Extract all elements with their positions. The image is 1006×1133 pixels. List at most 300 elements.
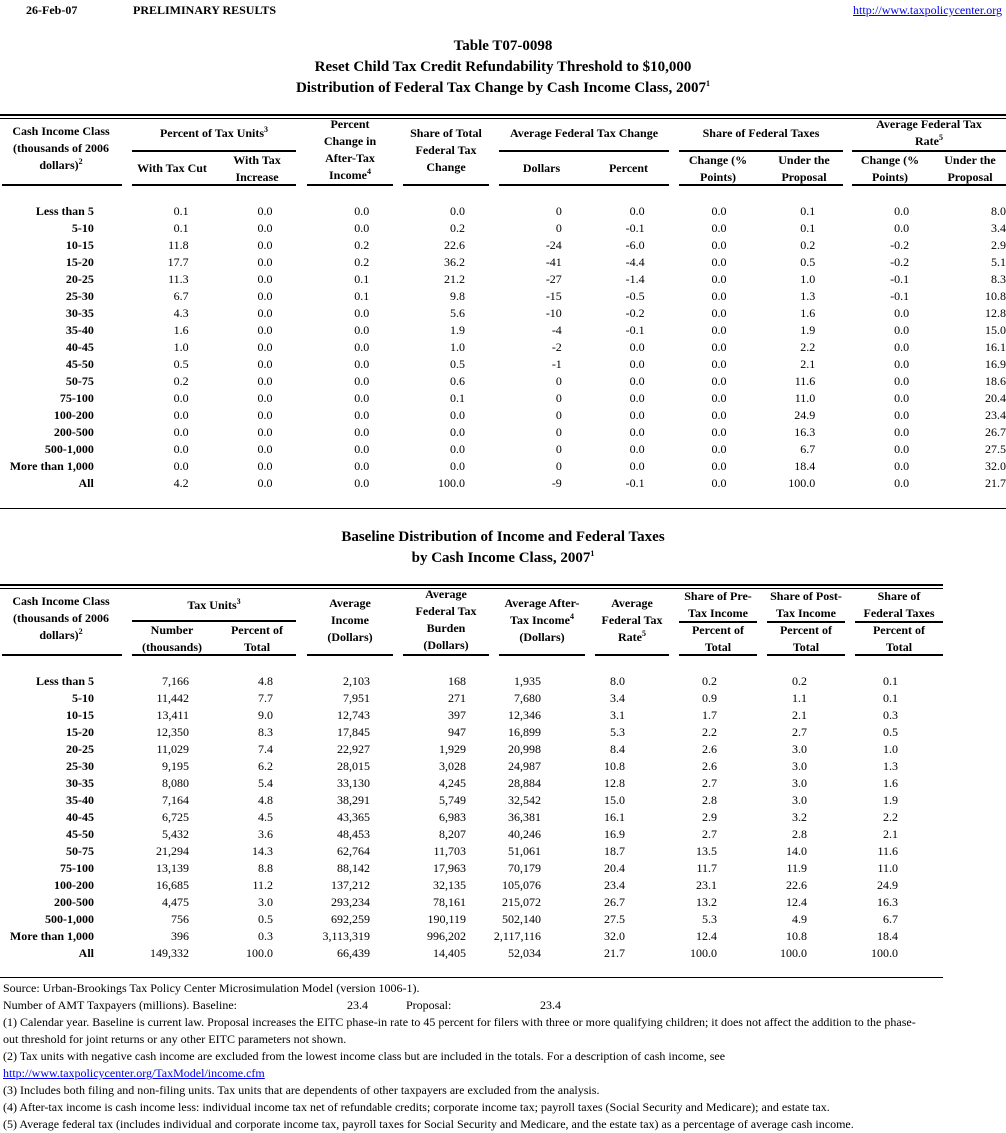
t1-header-pct-change: Percent Change in After-Tax Income$^4$ — [323, 117, 377, 182]
table-cell: 4,475 — [162, 895, 189, 909]
row-label: 25-30 — [66, 759, 94, 773]
table-cell: 2,117,116 — [493, 929, 541, 943]
table-cell: 16.3 — [877, 895, 898, 909]
row-label: 5-10 — [71, 221, 94, 235]
row-label: All — [78, 946, 94, 960]
table-cell: 0.1 — [173, 204, 189, 218]
footnote-1a: (1) Calendar year. Baseline is current law. Proposal increases the EITC phase-in rate to 45 percent for filers with three or more qualifying children; it does not affect the addition to the phase- — [3, 1015, 916, 1029]
table-cell: 10.8 — [786, 929, 807, 943]
table-cell: 8.4 — [610, 742, 625, 756]
row-label: Less than 5 — [35, 204, 94, 218]
table-cell: 0.0 — [354, 204, 370, 218]
table-cell: 0.0 — [894, 476, 910, 490]
table-cell: 32.0 — [985, 459, 1006, 473]
t2-header-avg-after-tax: Average After- Tax Income$^4$ (Dollars) — [504, 596, 580, 644]
table-cell: 11.8 — [168, 238, 189, 252]
table-row — [0, 373, 1006, 390]
table-cell: 16.9 — [604, 827, 625, 841]
table-row — [0, 356, 1006, 373]
table-cell: 28,884 — [508, 776, 541, 790]
table-cell: 0.6 — [450, 374, 466, 388]
table-cell: 0.0 — [894, 221, 910, 235]
t1-header-percent: Percent — [608, 161, 649, 175]
row-label: 50-75 — [66, 844, 94, 858]
table-cell: 100.0 — [788, 476, 816, 490]
table-cell: 14,405 — [433, 946, 466, 960]
t1-rule-income — [2, 184, 122, 186]
table-cell: 1.9 — [800, 323, 816, 337]
table-cell: 0.0 — [450, 408, 466, 422]
row-label: More than 1,000 — [9, 929, 94, 943]
table-cell: 397 — [448, 708, 466, 722]
table-cell: 13,411 — [156, 708, 189, 722]
table-cell: 0.0 — [711, 459, 727, 473]
table-row — [0, 322, 1006, 339]
table-cell: 0.0 — [257, 357, 273, 371]
table-cell: 38,291 — [337, 793, 370, 807]
tpc-website-link[interactable]: http://www.taxpolicycenter.org — [853, 3, 1002, 17]
row-label: 40-45 — [66, 810, 94, 824]
table-cell: 2.6 — [702, 759, 717, 773]
table-cell: 2.9 — [702, 810, 717, 824]
t2-header-share-post: Share of Post- Tax Income — [770, 589, 842, 620]
row-label: 30-35 — [66, 776, 94, 790]
table-cell: 0 — [555, 408, 562, 422]
row-label: 50-75 — [65, 374, 94, 388]
table-cell: 0 — [555, 391, 562, 405]
table-cell: 11.6 — [877, 844, 898, 858]
table-cell: 2.2 — [702, 725, 717, 739]
table-cell: 0.0 — [894, 459, 910, 473]
table-cell: 27.5 — [604, 912, 625, 926]
table-cell: 8.3 — [258, 725, 273, 739]
table-cell: 0.0 — [354, 340, 370, 354]
table-cell: 137,212 — [331, 878, 370, 892]
table-cell: 6.7 — [883, 912, 898, 926]
table-cell: 8.0 — [991, 204, 1006, 218]
table-cell: 43,365 — [337, 810, 370, 824]
table-cell: 1,929 — [439, 742, 466, 756]
table-subtitle: Distribution of Federal Tax Change by Cash Income Class, 2007$^1$ — [295, 79, 711, 96]
table-cell: 0.0 — [257, 391, 273, 405]
table-cell: 11,442 — [156, 691, 189, 705]
table-cell: 5,432 — [162, 827, 189, 841]
table-cell: 1.6 — [800, 306, 816, 320]
table-cell: 0.1 — [800, 221, 816, 235]
table-cell: 4.3 — [173, 306, 189, 320]
table-cell: 33,130 — [337, 776, 370, 790]
table-cell: 0.2 — [450, 221, 466, 235]
table-cell: 11,029 — [156, 742, 189, 756]
table-cell: 0.0 — [257, 408, 273, 422]
table-cell: 0.1 — [883, 674, 898, 688]
table-cell: 0.0 — [257, 476, 273, 490]
table-row — [0, 271, 1006, 288]
table-cell: 1.6 — [173, 323, 189, 337]
table-cell: 32,135 — [433, 878, 466, 892]
table-cell: 0.1 — [173, 221, 189, 235]
table-cell: 0.0 — [711, 289, 727, 303]
row-label: All — [78, 476, 94, 490]
table-cell: 4.2 — [173, 476, 189, 490]
table-row — [0, 928, 898, 945]
table-cell: 0.5 — [883, 725, 898, 739]
table-cell: 0.0 — [257, 323, 273, 337]
t1-rule-avgchange — [499, 184, 669, 186]
table-cell: 1.3 — [883, 759, 898, 773]
table-cell: -1.4 — [625, 272, 645, 286]
table-cell: 0.0 — [257, 340, 273, 354]
table-cell: 0 — [555, 204, 562, 218]
t1-rule-sharefed — [679, 184, 843, 186]
report-date: 26-Feb-07 — [26, 3, 78, 17]
table-cell: 1.7 — [702, 708, 717, 722]
footnote-3: (3) Includes both filing and non-filing units. Tax units that are dependents of other taxpayers are excluded from the analysis. — [3, 1083, 600, 1097]
table-cell: 0.0 — [711, 391, 727, 405]
table-cell: 947 — [448, 725, 466, 739]
table-cell: 18.4 — [877, 929, 898, 943]
table-cell: 0.0 — [894, 340, 910, 354]
table-cell: 7.7 — [258, 691, 273, 705]
table-cell: -1 — [551, 357, 562, 371]
row-label: 40-45 — [65, 340, 94, 354]
row-label: 200-500 — [54, 895, 94, 909]
table-row — [0, 826, 898, 843]
table-cell: 0.0 — [711, 476, 727, 490]
table-cell: 18.4 — [794, 459, 816, 473]
table-cell: 0.0 — [173, 425, 189, 439]
amt-note: Number of AMT Taxpayers (millions). Baseline: 23.4 Proposal: 23.4 — [3, 998, 561, 1012]
table-title: Reset Child Tax Credit Refundability Threshold to $10,000 — [314, 59, 692, 75]
table-cell: 13,139 — [156, 861, 189, 875]
table-cell: 8,207 — [439, 827, 466, 841]
table-cell: 0.1 — [354, 272, 370, 286]
table-cell: 22.6 — [444, 238, 466, 252]
table-cell: 15.0 — [604, 793, 625, 807]
table-cell: -4.4 — [625, 255, 645, 269]
t2-rule-rate — [595, 654, 669, 656]
t1-rule-rate — [852, 184, 1006, 186]
table-cell: 0.0 — [629, 204, 645, 218]
table-cell: 36.2 — [444, 255, 466, 269]
table-cell: 100.0 — [246, 946, 273, 960]
table-cell: 0.0 — [257, 425, 273, 439]
table-row — [0, 758, 898, 775]
table-cell: 0.0 — [711, 221, 727, 235]
t1-rule-share — [403, 184, 489, 186]
table-cell: 36,381 — [508, 810, 541, 824]
table-cell: 0.0 — [629, 408, 645, 422]
t2-header-avg-rate: Average Federal Tax Rate$^5$ — [601, 596, 663, 644]
table-cell: 2.7 — [702, 827, 717, 841]
table-cell: 2.7 — [792, 725, 807, 739]
footnote-2: (2) Tax units with negative cash income are excluded from the lowest income class but are included in the totals. For a description of cash income, see — [3, 1049, 726, 1063]
table-cell: 13.2 — [696, 895, 717, 909]
t2-header-avg-burden: Average Federal Tax Burden (Dollars) — [415, 587, 477, 652]
row-label: 45-50 — [66, 827, 94, 841]
table2-title: Baseline Distribution of Income and Federal Taxes — [341, 529, 665, 545]
table-row — [0, 894, 898, 911]
table-cell: -0.5 — [625, 289, 645, 303]
table-cell: 24.9 — [794, 408, 816, 422]
table-cell: 28,015 — [337, 759, 370, 773]
table-cell: 1.0 — [173, 340, 189, 354]
t1-header-income-class: Cash Income Class (thousands of 2006 dollars)$^2$ — [12, 124, 110, 172]
row-label: 500-1,000 — [44, 442, 94, 456]
table-cell: 20.4 — [604, 861, 625, 875]
table-cell: 20,998 — [508, 742, 541, 756]
table-cell: 0.1 — [883, 691, 898, 705]
table-cell: 502,140 — [502, 912, 541, 926]
table-cell: 1.9 — [883, 793, 898, 807]
preliminary-label: PRELIMINARY RESULTS — [133, 3, 277, 17]
table-row — [0, 690, 898, 707]
table-cell: 0.0 — [894, 306, 910, 320]
table-cell: 15.0 — [985, 323, 1006, 337]
table-cell: 4.5 — [258, 810, 273, 824]
table-cell: 12.4 — [696, 929, 717, 943]
table-row — [0, 911, 898, 928]
table-cell: 0.0 — [711, 408, 727, 422]
table-cell: 16.3 — [794, 425, 816, 439]
table-cell: 0.1 — [800, 204, 816, 218]
row-label: 75-100 — [59, 391, 94, 405]
table-cell: 32,542 — [508, 793, 541, 807]
table-cell: -27 — [545, 272, 562, 286]
table-cell: 100.0 — [438, 476, 466, 490]
table-cell: 1.9 — [450, 323, 466, 337]
table-cell: 78,161 — [433, 895, 466, 909]
table-cell: 0.0 — [450, 459, 466, 473]
table-cell: 0.0 — [354, 459, 370, 473]
row-label: 35-40 — [65, 323, 94, 337]
table-cell: 0.0 — [257, 374, 273, 388]
table-cell: 0.0 — [711, 357, 727, 371]
table-cell: 0.0 — [711, 238, 727, 252]
table-cell: 0.0 — [354, 221, 370, 235]
table-cell: 0.0 — [173, 459, 189, 473]
table-cell: 22,927 — [337, 742, 370, 756]
table-cell: 3.0 — [792, 759, 807, 773]
t1-rule-taxunits — [132, 184, 296, 186]
table-row — [0, 673, 898, 690]
table-cell: 18.7 — [604, 844, 625, 858]
table-cell: 0.5 — [173, 357, 189, 371]
table-cell: 0.0 — [711, 374, 727, 388]
table-cell: 0.0 — [629, 340, 645, 354]
table-cell: 21.2 — [444, 272, 466, 286]
table-cell: 4.9 — [792, 912, 807, 926]
table-cell: 168 — [448, 674, 466, 688]
table-cell: 0.0 — [257, 442, 273, 456]
table-cell: 27.5 — [985, 442, 1006, 456]
table-cell: -0.1 — [625, 323, 645, 337]
table-row — [0, 390, 1006, 407]
table-cell: 0.0 — [894, 425, 910, 439]
table-cell: 100.0 — [871, 946, 898, 960]
table-cell: 2.1 — [792, 708, 807, 722]
table-cell: 1.3 — [800, 289, 816, 303]
table-cell: 1.0 — [450, 340, 466, 354]
table-cell: -0.2 — [625, 306, 645, 320]
footnote-5: (5) Average federal tax (includes individual and corporate income tax, payroll taxes for Social Security and Medicare, and the estate tax) as a percentage of average cash income. — [3, 1117, 854, 1131]
table-row — [0, 945, 898, 962]
table-cell: 756 — [171, 912, 189, 926]
section-divider — [0, 508, 1006, 509]
table-cell: 24.9 — [877, 878, 898, 892]
table-cell: 8.3 — [991, 272, 1006, 286]
table-cell: 271 — [448, 691, 466, 705]
table-cell: 26.7 — [985, 425, 1006, 439]
row-label: 200-500 — [53, 425, 94, 439]
table-cell: 0.0 — [711, 442, 727, 456]
table-cell: 6,725 — [162, 810, 189, 824]
table-cell: 5.6 — [450, 306, 466, 320]
table-cell: -41 — [545, 255, 562, 269]
table-cell: 13.5 — [696, 844, 717, 858]
t1-header-share-change: Change (% Points) — [688, 153, 748, 184]
table-cell: 2.9 — [991, 238, 1006, 252]
t2-header-share-pre-sub: Percent of Total — [691, 623, 745, 654]
table-row — [0, 339, 1006, 356]
table-row — [0, 237, 1006, 254]
table-cell: 0.2 — [173, 374, 189, 388]
table-row — [0, 288, 1006, 305]
table-row — [0, 254, 1006, 271]
table-cell: 40,246 — [508, 827, 541, 841]
t1-header-share-total: Share of Total Federal Tax Change — [410, 126, 482, 174]
table-cell: 11.9 — [786, 861, 807, 875]
table-cell: 10.8 — [604, 759, 625, 773]
table-cell: 0.0 — [257, 238, 273, 252]
table-cell: 7,951 — [343, 691, 370, 705]
t2-header-percent-total: Percent of Total — [230, 623, 284, 654]
table-cell: 190,119 — [427, 912, 466, 926]
table-cell: 0.5 — [450, 357, 466, 371]
table-cell: 62,764 — [337, 844, 370, 858]
table-cell: 0.1 — [354, 289, 370, 303]
table-cell: 12.4 — [786, 895, 807, 909]
row-label: 15-20 — [65, 255, 94, 269]
table-cell: 3.0 — [792, 793, 807, 807]
t1-header-rate-under: Under the Proposal — [944, 153, 996, 184]
table-cell: 23.1 — [696, 878, 717, 892]
table-cell: 0.0 — [894, 204, 910, 218]
table-row — [0, 475, 1006, 492]
row-label: 30-35 — [65, 306, 94, 320]
table-cell: 5.3 — [702, 912, 717, 926]
table-cell: 8.8 — [258, 861, 273, 875]
t2-rule-post — [767, 654, 845, 656]
table-cell: 11.0 — [877, 861, 898, 875]
table-cell: 293,234 — [331, 895, 370, 909]
table-cell: 5,749 — [439, 793, 466, 807]
table-cell: 5.3 — [610, 725, 625, 739]
income-definition-link[interactable]: http://www.taxpolicycenter.org/TaxModel/income.cfm — [3, 1066, 265, 1080]
t2-header-number: Number (thousands) — [141, 623, 203, 654]
footnote-divider — [0, 977, 943, 978]
footnote-1b: out threshold for joint returns or any other EITC parameters not shown. — [3, 1032, 347, 1046]
row-label: 20-25 — [65, 272, 94, 286]
row-label: 45-50 — [65, 357, 94, 371]
table-cell: 0.0 — [711, 255, 727, 269]
table-cell: 3.0 — [792, 776, 807, 790]
table-cell: 0.0 — [894, 408, 910, 422]
table-cell: 21.7 — [985, 476, 1006, 490]
table-cell: 14.0 — [786, 844, 807, 858]
table-cell: 6.7 — [800, 442, 816, 456]
table-cell: 3,113,319 — [322, 929, 370, 943]
table-cell: 66,439 — [337, 946, 370, 960]
table-cell: 10.8 — [985, 289, 1006, 303]
table-cell: 0.2 — [354, 238, 370, 252]
table-cell: 0.0 — [894, 391, 910, 405]
table-cell: 23.4 — [985, 408, 1006, 422]
table-cell: 1,935 — [514, 674, 541, 688]
table-cell: 0.1 — [450, 391, 466, 405]
row-label: 75-100 — [60, 861, 94, 875]
footnote-2-link-row — [3, 1065, 265, 1082]
table-cell: 32.0 — [604, 929, 625, 943]
table-cell: 2.1 — [883, 827, 898, 841]
table-cell: 11.2 — [252, 878, 273, 892]
table-cell: 0 — [555, 442, 562, 456]
table-cell: 4.8 — [258, 674, 273, 688]
t1-header-share-under: Under the Proposal — [778, 153, 830, 184]
table-row — [0, 203, 1006, 220]
table-cell: 18.6 — [985, 374, 1006, 388]
table-cell: 24,987 — [508, 759, 541, 773]
table-cell: 0.3 — [258, 929, 273, 943]
table-cell: 0.0 — [257, 459, 273, 473]
table-cell: 2.8 — [702, 793, 717, 807]
table-cell: 0.0 — [450, 204, 466, 218]
table-cell: 0.0 — [354, 476, 370, 490]
table-cell: 0.0 — [257, 272, 273, 286]
table-cell: 0.0 — [354, 391, 370, 405]
table-cell: 0.0 — [894, 357, 910, 371]
table-cell: 4.8 — [258, 793, 273, 807]
table-cell: 0.2 — [354, 255, 370, 269]
table-cell: 0.0 — [711, 204, 727, 218]
table-cell: 0.0 — [257, 306, 273, 320]
row-label: 10-15 — [66, 708, 94, 722]
t1-header-dollars: Dollars — [522, 161, 561, 175]
table1-body — [0, 203, 1006, 492]
t1-rule-pct — [307, 184, 393, 186]
table-cell: 51,061 — [508, 844, 541, 858]
table-cell: -0.1 — [625, 476, 645, 490]
table-cell: 48,453 — [337, 827, 370, 841]
table-cell: 5.1 — [991, 255, 1006, 269]
row-label: 35-40 — [66, 793, 94, 807]
table-cell: 0.0 — [354, 425, 370, 439]
table-cell: 7,164 — [162, 793, 189, 807]
t1-header-share-fed: Share of Federal Taxes — [702, 126, 820, 140]
row-label: 25-30 — [65, 289, 94, 303]
table-cell: 8.0 — [610, 674, 625, 688]
table-cell: 12.8 — [604, 776, 625, 790]
table-cell: 9,195 — [162, 759, 189, 773]
table-cell: 11.6 — [794, 374, 816, 388]
table-cell: 9.8 — [450, 289, 466, 303]
table-cell: 0.0 — [894, 374, 910, 388]
table-cell: 11.3 — [168, 272, 189, 286]
table-cell: 12,350 — [156, 725, 189, 739]
table-cell: 14.3 — [252, 844, 273, 858]
table-cell: 0 — [555, 425, 562, 439]
t1-header-tax-units: Percent of Tax Units$^3$ — [159, 125, 269, 140]
